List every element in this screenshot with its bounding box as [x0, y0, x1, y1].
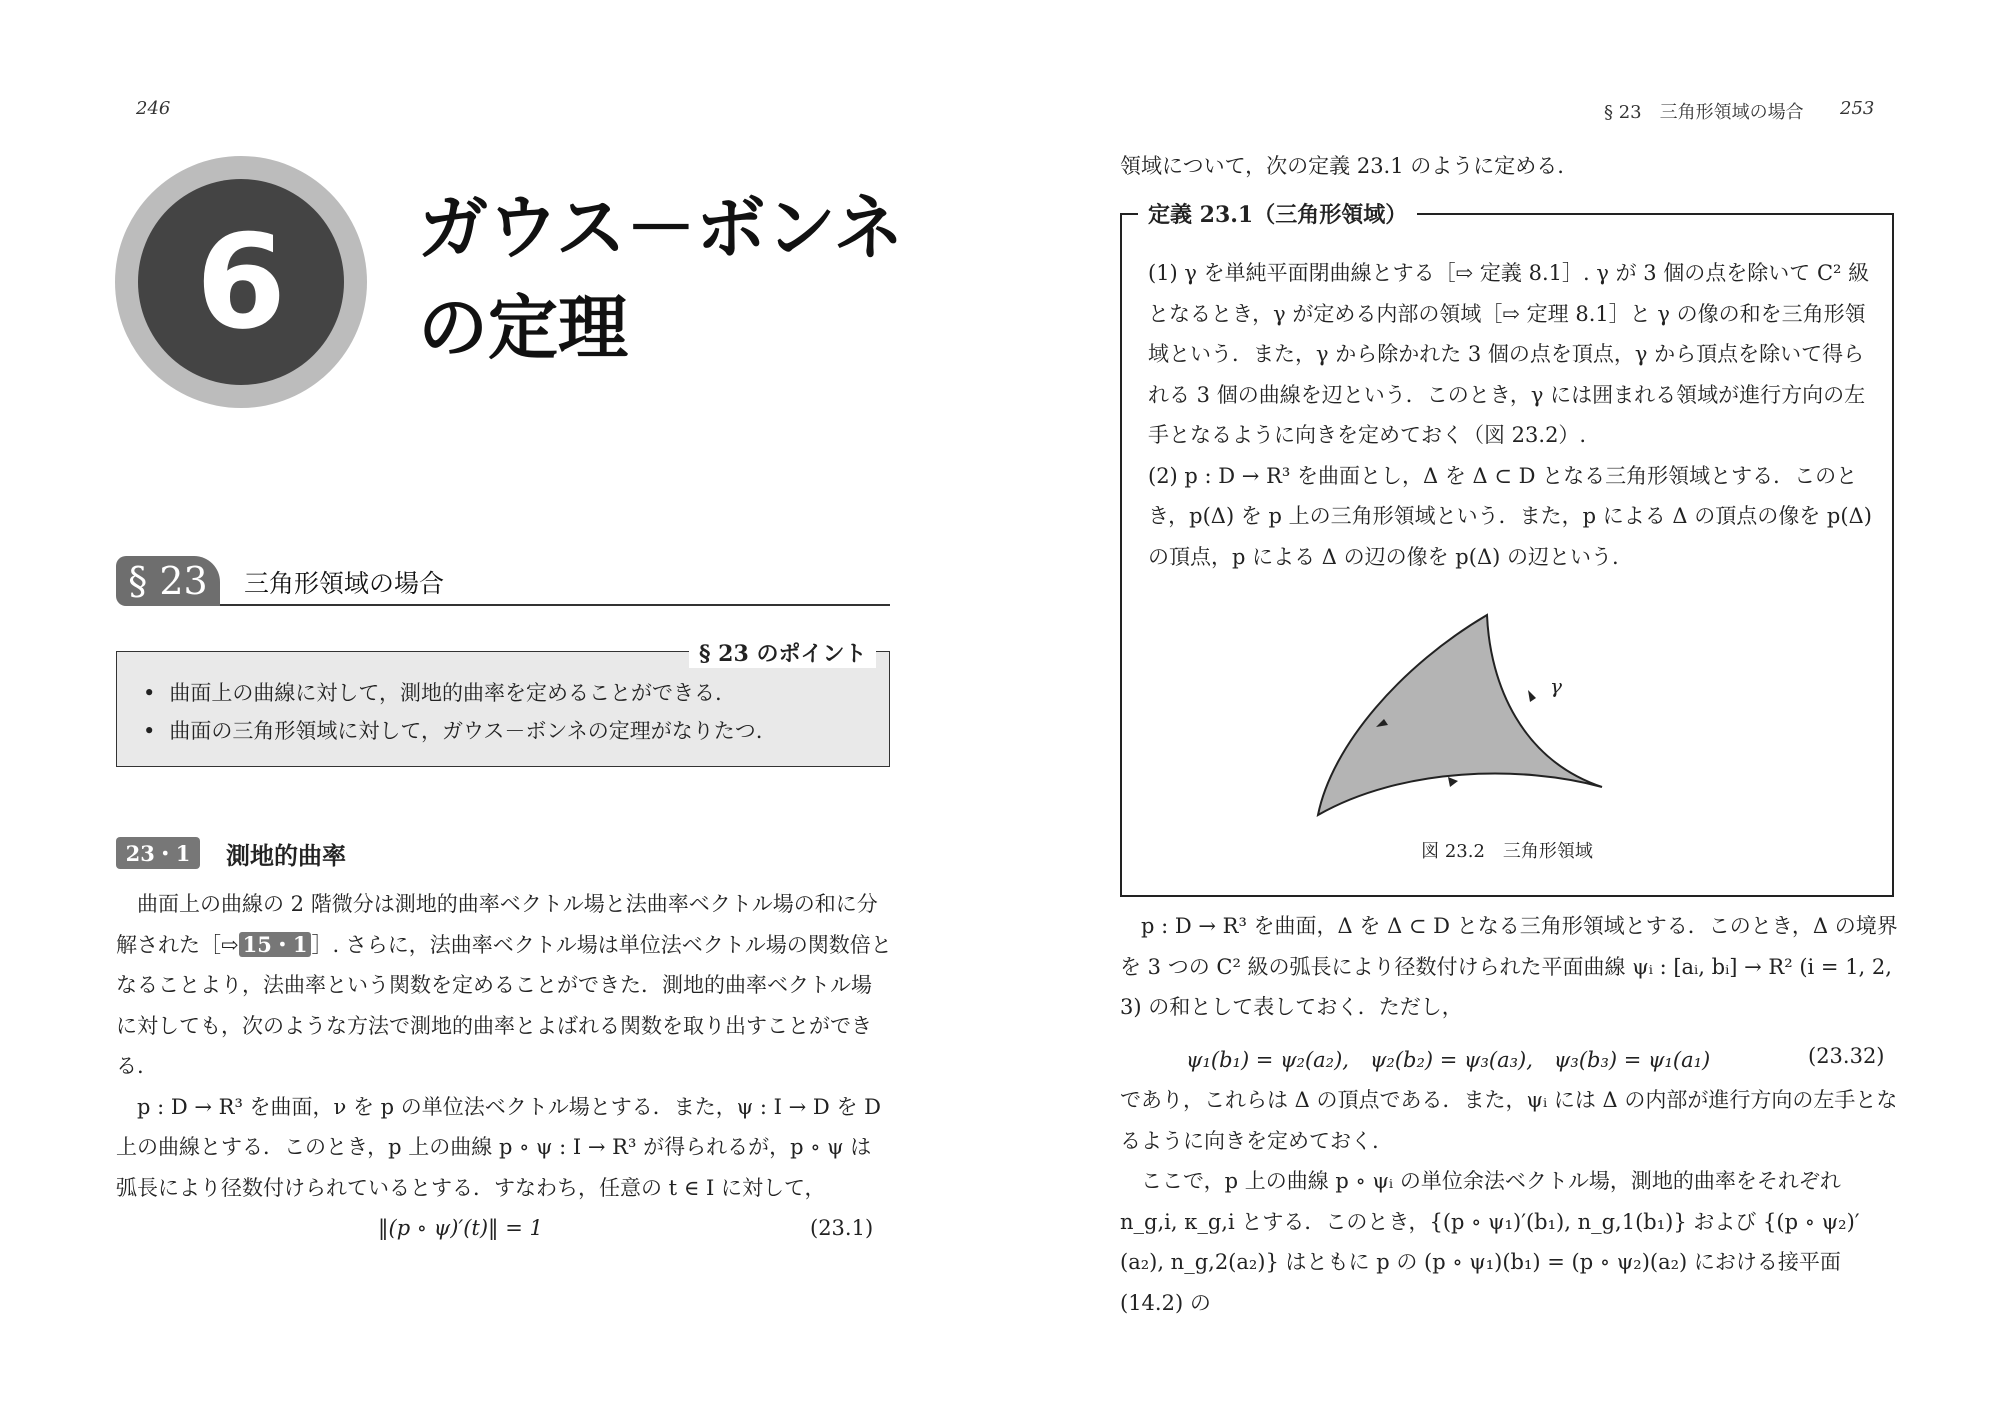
left-paragraph-1a: 曲面上の曲線の 2 階微分は測地的曲率ベクトル場と法曲率ベクトル場の和に分解された［⇨ — [116, 892, 878, 957]
points-box — [116, 641, 890, 767]
definition-text — [1148, 253, 1878, 577]
points-list — [143, 674, 762, 750]
right-page — [1000, 0, 2000, 1419]
definition-title: 定義 23.1（三角形領域） — [1138, 198, 1417, 229]
section-title: 三角形領域の場合 — [244, 569, 445, 598]
section-rule — [220, 604, 890, 606]
points-title: § 23 のポイント — [689, 637, 876, 668]
definition-para-2: (2) p : D → R³ を曲面とし，Δ を Δ ⊂ D となる三角形領域とする．このとき，p(Δ) を p 上の三角形領域という．また，p による Δ の頂点の像を p(Δ) の頂点，p による Δ の辺の像を p(Δ) の辺という. — [1148, 463, 1872, 569]
equation-number-23-1: (23.1) — [810, 1216, 874, 1240]
running-head: § 23 三角形領域の場合 — [1604, 102, 1804, 123]
left-paragraph-1 — [116, 884, 892, 1087]
subsection-title: 測地的曲率 — [226, 842, 346, 870]
page-number-right: 253 — [1840, 98, 1875, 119]
arrowhead-bottom-edge — [1448, 777, 1458, 787]
right-paragraph-1: p : D → R³ を曲面，Δ を Δ ⊂ D となる三角形領域とする．このとき，Δ の境界を 3 つの C² 級の弧長により径数付けられた平面曲線 ψᵢ : [aᵢ, bᵢ] → R² (i = 1, 2, 3) の和として表しておく．ただし， — [1120, 914, 1898, 1019]
gamma-label: γ — [1550, 674, 1562, 698]
subsection-number: 23・1 — [116, 837, 200, 869]
chapter-title — [418, 178, 904, 378]
chapter-number: 6 — [138, 179, 344, 385]
left-paragraph-1b: ］. さらに，法曲率ベクトル場は単位法ベクトル場の関数倍となることより，法曲率という関数を定めることができた．測地的曲率ベクトル場に対しても，次のような方法で測地的曲率とよばれる関数を取り出すことができる. — [116, 932, 892, 1078]
triangle-region-figure — [1312, 595, 1692, 835]
cross-reference: 15・1 — [239, 932, 312, 957]
right-body-2 — [1120, 1080, 1900, 1323]
right-paragraph-3: ここで，p 上の曲線 p ∘ ψᵢ の単位余法ベクトル場，測地的曲率をそれぞれ n_g,i, κ_g,i とする．このとき，{(p ∘ ψ₁)′(b₁), n_g,1(b₁)} および {(p ∘ ψ₂)′(a₂), n_g,2(a₂)} はともに p の (p ∘ ψ₁)(b₁) = (p ∘ ψ₂)(a₂) における接平面 (14.2) の — [1120, 1169, 1860, 1315]
chapter-title-line2: の定理 — [418, 287, 628, 369]
page-number-left: 246 — [136, 98, 171, 119]
points-item: • 曲面の三角形領域に対して，ガウス－ボンネの定理がなりたつ. — [143, 712, 762, 750]
definition-box — [1120, 202, 1894, 897]
chapter-title-line1: ガウス－ボンネ — [418, 187, 904, 269]
equation-number-23-32: (23.32) — [1808, 1044, 1885, 1068]
equation-23-32: ψ₁(b₁) = ψ₂(a₂), ψ₂(b₂) = ψ₃(a₃), ψ₃(b₃) = ψ₁(a₁) — [1186, 1048, 1711, 1072]
left-body — [116, 884, 892, 1208]
chapter-badge — [115, 156, 367, 408]
section-mark: § 23 — [116, 556, 220, 606]
points-item: • 曲面上の曲線に対して，測地的曲率を定めることができる. — [143, 674, 762, 712]
right-intro: 領域について，次の定義 23.1 のように定める. — [1120, 154, 1564, 178]
left-paragraph-2: p : D → R³ を曲面，ν を p の単位法ベクトル場とする．また，ψ : I → D を D 上の曲線とする．このとき，p 上の曲線 p ∘ ψ : I → R³ が得られるが，p ∘ ψ は弧長により径数付けられているとする．すなわち，任意の t ∈ I に対して， — [116, 1094, 881, 1200]
triangle-region-shape — [1318, 615, 1602, 815]
equation-23-1: ‖(p ∘ ψ)′(t)‖ = 1 — [378, 1216, 543, 1240]
definition-para-1: (1) γ を単純平面閉曲線とする［⇨ 定義 8.1］. γ が 3 個の点を除いて C² 級となるとき，γ が定める内部の領域［⇨ 定理 8.1］と γ の像の和を三角形領域という．また，γ から除かれた 3 個の点を頂点，γ から頂点を除いて得られる 3 個の曲線を辺という．このとき，γ には囲まれる領域が進行方向の左手となるように向きを定めておく（図 23.2）. — [1148, 261, 1870, 447]
arrowhead-right-edge — [1528, 690, 1536, 702]
right-paragraph-2: であり，これらは Δ の頂点である．また，ψᵢ には Δ の内部が進行方向の左手となるように向きを定めておく. — [1120, 1088, 1898, 1153]
figure-caption: 図 23.2 三角形領域 — [1421, 841, 1593, 862]
right-body-1 — [1120, 906, 1900, 1028]
